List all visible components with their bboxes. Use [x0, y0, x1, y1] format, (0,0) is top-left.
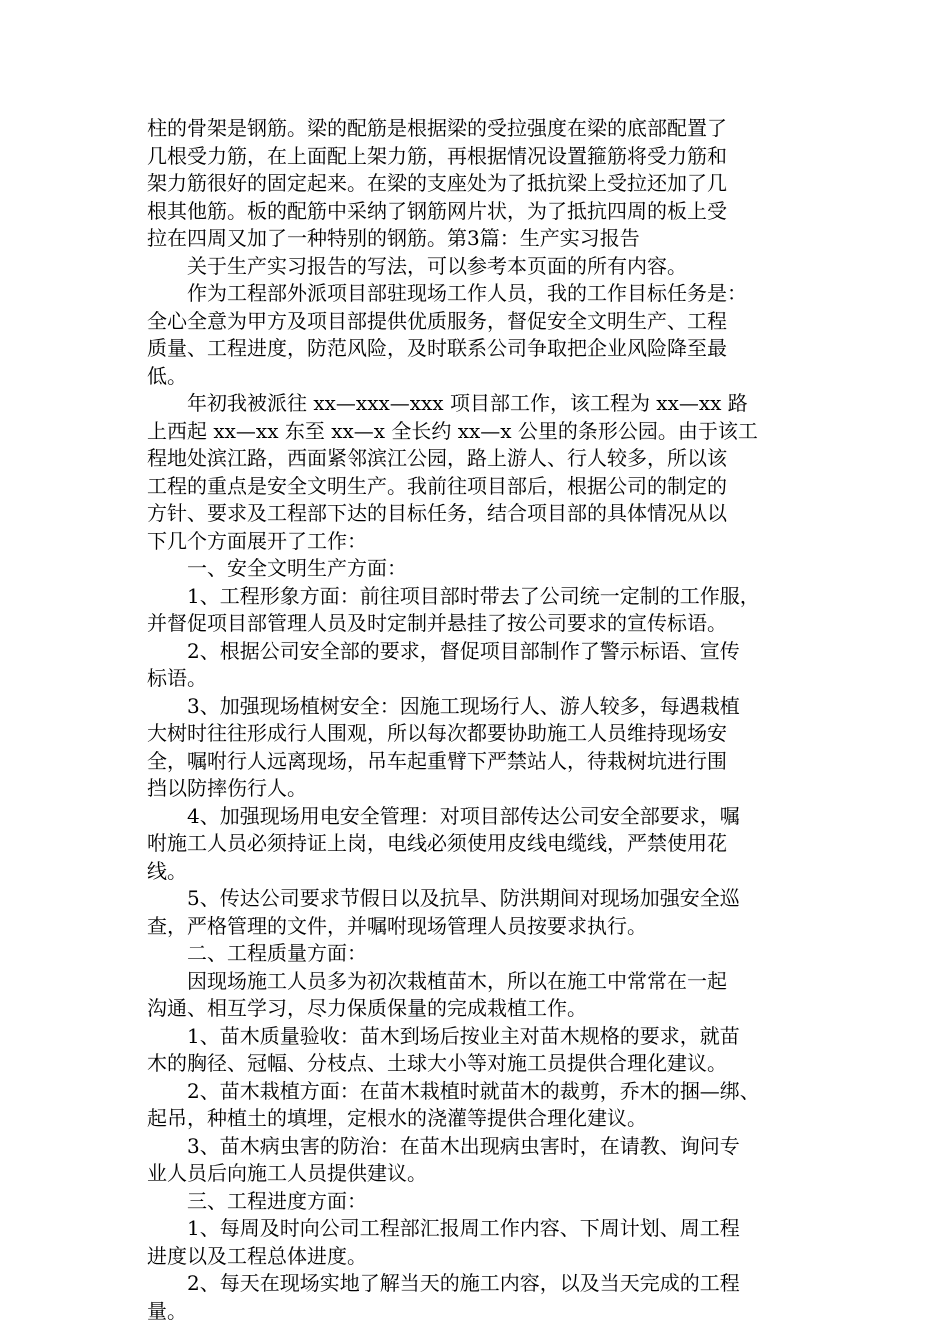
text-line: 4、加强现场用电安全管理：对项目部传达公司安全部要求，嘱	[187, 803, 740, 828]
text-line: 3、苗木病虫害的防治：在苗木出现病虫害时，在请教、询问专	[187, 1133, 740, 1158]
text-line: 关于生产实习报告的写法，可以参考本页面的所有内容。	[187, 253, 687, 278]
text-line: 上西起 xx—xx 东至 xx—x 全长约 xx—x 公里的条形公园。由于该工	[147, 418, 758, 443]
text-line: 查，严格管理的文件，并嘱咐现场管理人员按要求执行。	[147, 913, 647, 938]
text-line: 5、传达公司要求节假日以及抗旱、防洪期间对现场加强安全巡	[187, 886, 740, 910]
text-line: 木的胸径、冠幅、分枝点、土球大小等对施工员提供合理化建议。	[147, 1051, 727, 1075]
text-line: 沟通、相互学习，尽力保质保量的完成栽植工作。	[147, 996, 587, 1020]
text-line: 作为工程部外派项目部驻现场工作人员，我的工作目标任务是：	[187, 281, 747, 305]
text-line: 程地处滨江路，西面紧邻滨江公园，路上游人、行人较多，所以该	[147, 446, 727, 470]
section-heading: 三、工程进度方面：	[187, 1188, 367, 1213]
text-line: 咐施工人员必须持证上岗，电线必须使用皮线电缆线，严禁使用花	[147, 831, 727, 855]
text-line: 架力筋很好的固定起来。在梁的支座处为了抵抗梁上受拉还加了几	[147, 171, 727, 195]
text-line: 质量、工程进度，防范风险，及时联系公司争取把企业风险降至最	[147, 336, 727, 360]
text-line: 几根受力筋，在上面配上架力筋，再根据情况设置箍筋将受力筋和	[147, 143, 727, 168]
text-line: 2、根据公司安全部的要求，督促项目部制作了警示标语、宣传	[187, 638, 740, 663]
text-line: 工程的重点是安全文明生产。我前往项目部后，根据公司的制定的	[147, 473, 727, 498]
text-line: 挡以防摔伤行人。	[147, 776, 307, 800]
text-line: 全心全意为甲方及项目部提供优质服务，督促安全文明生产、工程	[147, 308, 727, 333]
text-line: 因现场施工人员多为初次栽植苗木，所以在施工中常常在一起	[187, 968, 727, 993]
text-line: 量。	[147, 1298, 187, 1323]
text-line: 1、每周及时向公司工程部汇报周工作内容、下周计划、周工程	[187, 1216, 740, 1240]
document-body	[147, 115, 815, 1325]
text-line: 1、工程形象方面：前往项目部时带去了公司统一定制的工作服，	[187, 583, 760, 608]
text-line: 线。	[147, 858, 187, 883]
text-line: 根其他筋。板的配筋中采纳了钢筋网片状，为了抵抗四周的板上受	[147, 198, 727, 223]
text-line: 大树时往往形成行人围观，所以每次都要协助施工人员维持现场安	[147, 721, 727, 745]
text-line: 低。	[147, 363, 187, 388]
text-line: 3、加强现场植树安全：因施工现场行人、游人较多，每遇栽植	[187, 693, 740, 718]
text-line: 起吊，种植土的填埋，定根水的浇灌等提供合理化建议。	[147, 1106, 647, 1130]
text-line: 标语。	[147, 666, 207, 690]
text-line: 2、每天在现场实地了解当天的施工内容，以及当天完成的工程	[187, 1271, 740, 1295]
text-line: 进度以及工程总体进度。	[147, 1243, 367, 1268]
text-line: 2、苗木栽植方面：在苗木栽植时就苗木的裁剪，乔木的捆—绑、	[187, 1078, 760, 1103]
text-line: 全，嘱咐行人远离现场，吊车起重臂下严禁站人，待栽树坑进行围	[147, 748, 727, 773]
text-line: 下几个方面展开了工作：	[147, 528, 367, 553]
text-line: 业人员后向施工人员提供建议。	[147, 1161, 427, 1185]
text-line: 并督促项目部管理人员及时定制并悬挂了按公司要求的宣传标语。	[147, 611, 727, 635]
text-line: 拉在四周又加了一种特别的钢筋。第3篇：生产实习报告	[147, 226, 640, 250]
text-line: 年初我被派往 xx—xxx—xxx 项目部工作，该工程为 xx—xx 路	[187, 391, 748, 415]
text-line: 1、苗木质量验收：苗木到场后按业主对苗木规格的要求，就苗	[187, 1023, 740, 1048]
text-line: 柱的骨架是钢筋。梁的配筋是根据梁的受拉强度在梁的底部配置了	[147, 116, 727, 140]
section-heading: 二、工程质量方面：	[187, 941, 367, 965]
text-line: 方针、要求及工程部下达的目标任务，结合项目部的具体情况从以	[147, 501, 727, 525]
section-heading: 一、安全文明生产方面：	[187, 556, 407, 580]
